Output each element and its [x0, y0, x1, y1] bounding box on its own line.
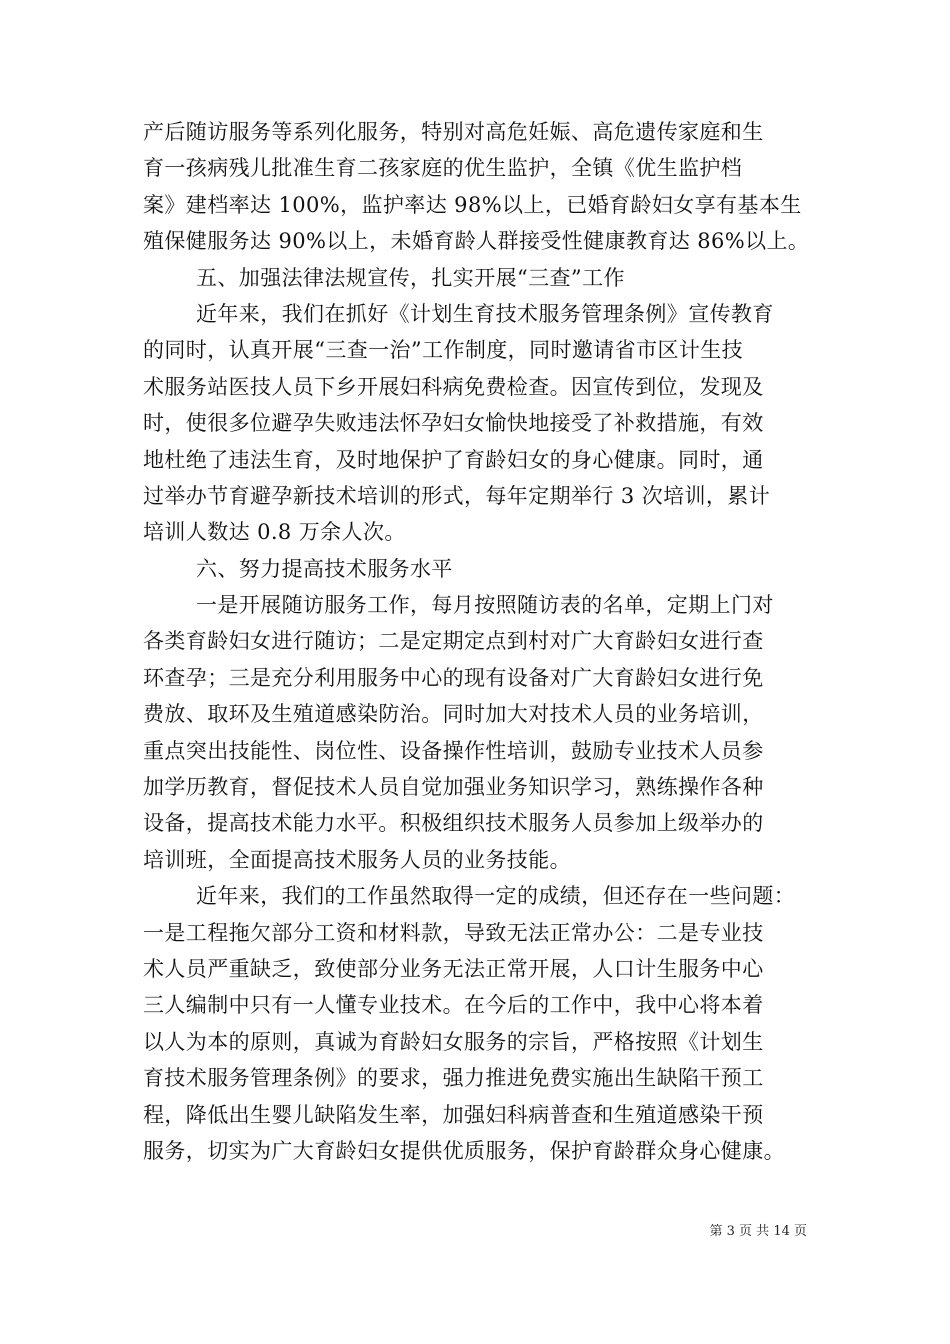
text-line: 三人编制中只有一人懂专业技术。在今后的工作中，我中心将本着 [143, 993, 764, 1018]
text-line: 环查孕；三是充分利用服务中心的现有设备对广大育龄妇女进行免 [143, 665, 764, 690]
text-line: 的同时，认真开展“三查一治”工作制度，同时邀请省市区计生技 [143, 338, 744, 363]
document-body [143, 114, 810, 1169]
text-line: 培训人数达 0.8 万余人次。 [143, 520, 406, 545]
text-line: 重点突出技能性、岗位性、设备操作性培训，鼓励专业技术人员参 [143, 738, 764, 763]
page-number: 第 3 页 共 14 页 [709, 1224, 807, 1239]
text-line: 过举办节育避孕新技术培训的形式，每年定期举行 3 次培训，累计 [143, 483, 771, 508]
text-line: 案》建档率达 100%，监护率达 98%以上，已婚育龄妇女享有基本生 [143, 192, 802, 217]
text-line: 程，降低出生婴儿缺陷发生率，加强妇科病普查和生殖道感染干预 [143, 1102, 764, 1127]
text-line: 费放、取环及生殖道感染防治。同时加大对技术人员的业务培训， [143, 702, 764, 727]
text-line: 近年来，我们的工作虽然取得一定的成绩，但还存在一些问题： [196, 884, 796, 909]
text-line: 一是开展随访服务工作，每月按照随访表的名单，定期上门对 [196, 593, 774, 618]
text-line: 地杜绝了违法生育，及时地保护了育龄妇女的身心健康。同时，通 [143, 447, 764, 472]
text-line: 时，使很多位避孕失败违法怀孕妇女愉快地接受了补救措施，有效 [143, 411, 764, 436]
text-line: 六、努力提高技术服务水平 [196, 556, 453, 581]
text-line: 殖保健服务达 90%以上，未婚育龄人群接受性健康教育达 86%以上。 [143, 229, 810, 254]
text-line: 一是工程拖欠部分工资和材料款，导致无法正常办公：二是专业技 [143, 920, 764, 945]
text-line: 术人员严重缺乏，致使部分业务无法正常开展，人口计生服务中心 [143, 956, 764, 981]
text-line: 设备，提高技术能力水平。积极组织技术服务人员参加上级举办的 [143, 811, 764, 836]
text-line: 各类育龄妇女进行随访；二是定期定点到村对广大育龄妇女进行查 [143, 629, 764, 654]
text-line: 加学历教育，督促技术人员自觉加强业务知识学习，熟练操作各种 [143, 775, 764, 800]
text-line: 近年来，我们在抓好《计划生育技术服务管理条例》宣传教育 [196, 301, 774, 326]
text-line: 培训班，全面提高技术服务人员的业务技能。 [143, 847, 571, 872]
text-line: 术服务站医技人员下乡开展妇科病免费检查。因宣传到位，发现及 [143, 374, 764, 399]
text-line: 服务，切实为广大育龄妇女提供优质服务，保护育龄群众身心健康。 [143, 1138, 785, 1163]
text-line: 以人为本的原则，真诚为育龄妇女服务的宗旨，严格按照《计划生 [143, 1029, 764, 1054]
text-line: 五、加强法律法规宣传，扎实开展“三查”工作 [196, 265, 625, 290]
text-line: 产后随访服务等系列化服务，特别对高危妊娠、高危遗传家庭和生 [143, 120, 764, 144]
text-line: 育一孩病残儿批准生育二孩家庭的优生监护，全镇《优生监护档 [143, 156, 743, 181]
text-line: 育技术服务管理条例》的要求，强力推进免费实施出生缺陷干预工 [143, 1066, 764, 1091]
